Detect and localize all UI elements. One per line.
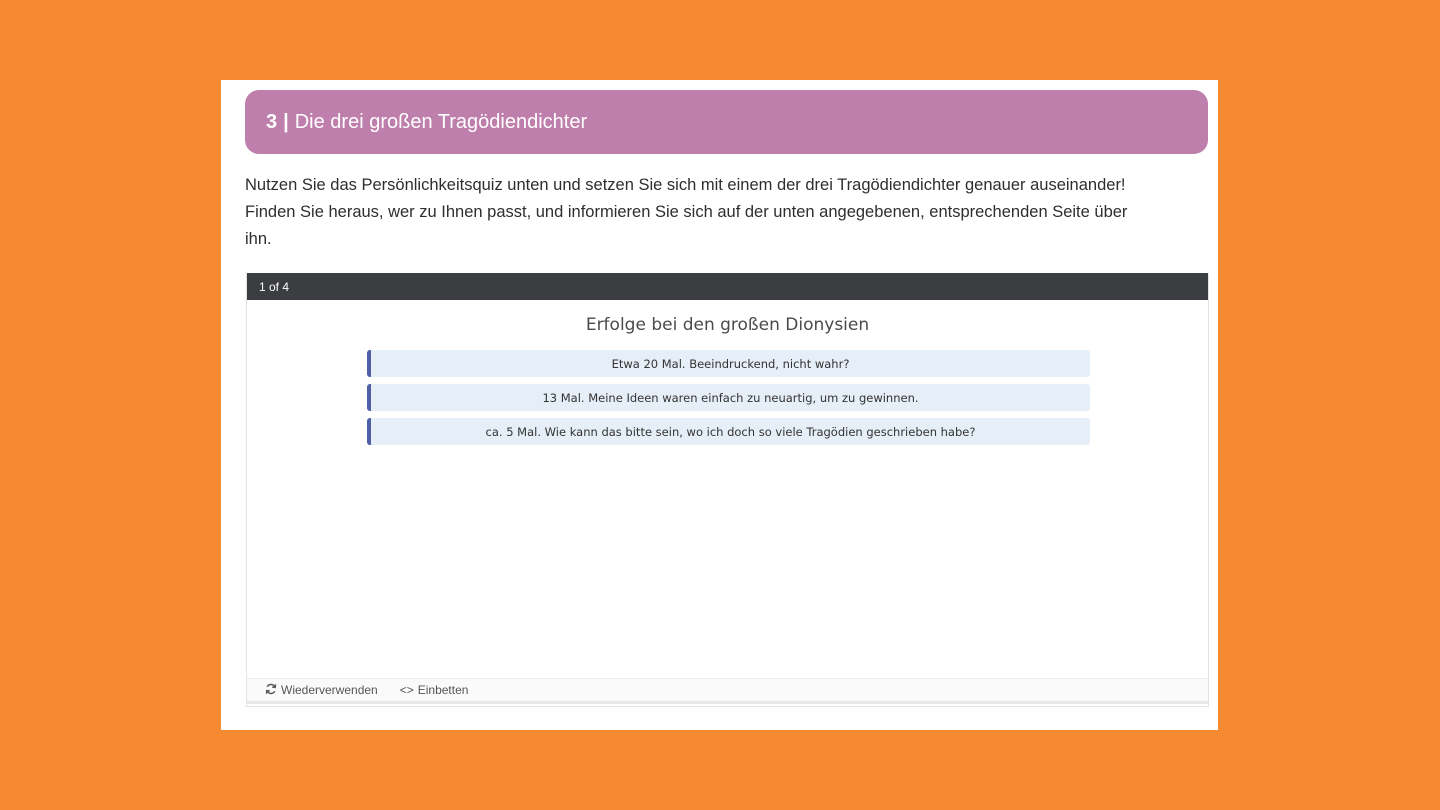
answer-option-2[interactable]: 13 Mal. Meine Ideen waren einfach zu neuartig, um zu gewinnen. (367, 384, 1090, 411)
section-title: Die drei großen Tragödiendichter (294, 110, 588, 133)
quiz-progress-label: 1 of 4 (259, 279, 290, 294)
quiz-question: Erfolge bei den großen Dionysien (585, 315, 870, 335)
answer-option-3[interactable]: ca. 5 Mal. Wie kann das bitte sein, wo ich doch so viele Tragödien geschrieben habe? (367, 418, 1090, 445)
embed-button[interactable] (400, 683, 469, 697)
reuse-label: Wiederverwenden (281, 683, 378, 697)
answer-option-1[interactable]: Etwa 20 Mal. Beeindruckend, nicht wahr? (367, 350, 1090, 377)
answer-list (367, 350, 1090, 452)
section-separator: | (283, 110, 289, 133)
content-card (221, 80, 1218, 730)
embed-label: Einbetten (417, 683, 469, 697)
personality-quiz (246, 273, 1209, 707)
intro-text: Nutzen Sie das Persönlichkeitsquiz unten und setzen Sie sich mit einem der drei Tragödiendichter genauer auseinander! Finden Sie heraus, wer zu Ihnen passt, und informieren Sie sich auf der unten angegebenen, entsprechenden Seite über ihn. (245, 176, 1128, 248)
refresh-icon (265, 683, 277, 698)
code-icon: <> (399, 683, 414, 697)
quiz-footer (247, 678, 1208, 704)
section-number: 3 (266, 110, 278, 133)
section-header (245, 90, 1208, 154)
quiz-progress-bar (247, 273, 1208, 300)
reuse-button[interactable] (265, 683, 378, 698)
